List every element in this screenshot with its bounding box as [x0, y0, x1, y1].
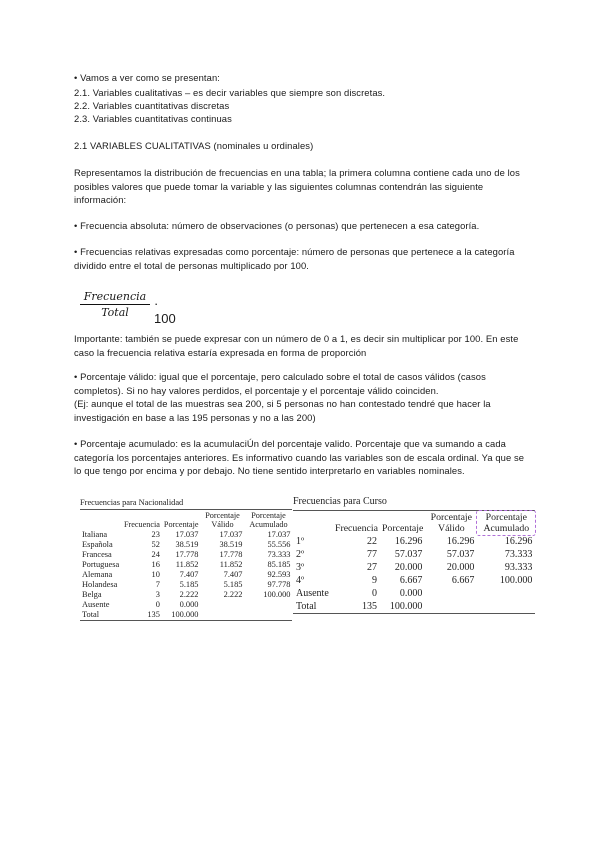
table-cell: 2.222 — [223, 590, 243, 599]
table-cell: 93.333 — [504, 562, 533, 573]
table-cell — [200, 600, 244, 610]
table-cell: 55.556 — [267, 540, 291, 549]
table-cell: 17.037 — [267, 530, 291, 539]
table-cell: 6.667 — [451, 575, 475, 586]
table-cell: 0.000 — [399, 588, 423, 599]
intro-item: 2.1. Variables cualitativas – es decir variables que siempre son discretas. — [74, 87, 386, 98]
column-header-highlighted: Porcentaje Acumulado — [477, 511, 535, 536]
formula-fraction — [80, 290, 150, 319]
paragraph-frecuencias-relativas: • Frecuencias relativas expresadas como porcentaje: número de personas que pertenece a la categoría dividido entre el total de personas multiplicado por 100. — [74, 246, 515, 271]
column-header: Porcentaje — [380, 511, 425, 536]
table-nacionalidad — [80, 498, 292, 621]
paragraph-importante: Importante: también se puede expresar con un número de 0 a 1, es decir sin multiplicar por 100. En este caso la frecuencia relativa estaría expresada en forma de proporción — [74, 333, 519, 358]
row-label: Belga — [82, 590, 102, 599]
table-row — [293, 587, 535, 600]
column-header — [80, 510, 122, 531]
table-cell: 17.778 — [175, 550, 199, 559]
row-label: Alemana — [82, 570, 113, 579]
table-row — [80, 590, 292, 600]
table-cell: 92.593 — [267, 570, 291, 579]
column-header: Porcentaje — [162, 510, 201, 531]
row-label: Ausente — [82, 600, 110, 609]
table-cell — [425, 587, 477, 600]
row-label: 4º — [296, 575, 305, 586]
table-cell: 57.037 — [394, 549, 423, 560]
table-cell: 11.852 — [175, 560, 199, 569]
table-cell: 5.185 — [179, 580, 199, 589]
table-cell: 17.037 — [219, 530, 243, 539]
table-cell: 16.296 — [446, 536, 475, 547]
intro-item: 2.2. Variables cuantitativas discretas — [74, 100, 230, 111]
table-cell: 23 — [151, 530, 160, 539]
column-header: Porcentaje Acumulado — [244, 510, 292, 531]
table-row — [293, 535, 535, 548]
table-cell: 27 — [366, 562, 377, 573]
table-cell: 0 — [371, 588, 377, 599]
table-title: Frecuencias para Curso — [293, 496, 387, 507]
row-label: 2º — [296, 549, 305, 560]
table-cell: 16.296 — [394, 536, 423, 547]
table-row — [80, 600, 292, 610]
table-cell: 135 — [122, 610, 162, 621]
table-cell: 20.000 — [446, 562, 475, 573]
table-cell: 16.296 — [504, 536, 533, 547]
table-cell — [477, 587, 535, 600]
table-row — [80, 540, 292, 550]
table-cell: 38.519 — [175, 540, 199, 549]
table-cell: 2.222 — [179, 590, 199, 599]
row-label: 1º — [296, 536, 305, 547]
table-cell: 100.000 — [499, 575, 533, 586]
formula-numerator: Frecuencia — [80, 290, 150, 305]
table-cell: 7.407 — [179, 570, 199, 579]
table-row — [293, 574, 535, 587]
column-header: Porcentaje Válido — [200, 510, 244, 531]
section-title: 2.1 VARIABLES CUALITATIVAS (nominales u ordinales) — [74, 140, 314, 151]
table-cell: 52 — [151, 540, 160, 549]
table-cell: 6.667 — [399, 575, 423, 586]
table-cell — [244, 610, 292, 621]
row-label: Francesa — [82, 550, 112, 559]
table-row — [80, 580, 292, 590]
table-cell: 22 — [366, 536, 377, 547]
row-label: Ausente — [296, 588, 329, 599]
table-cell: 17.778 — [219, 550, 243, 559]
table-cell — [200, 610, 244, 621]
intro-heading: • Vamos a ver como se presentan: — [74, 72, 220, 83]
row-label: Total — [293, 600, 333, 614]
formula-multiplier: · 100 — [154, 296, 176, 326]
table-row — [80, 570, 292, 580]
table-cell: 0 — [155, 600, 160, 609]
column-header — [293, 511, 333, 536]
table-cell: 73.333 — [504, 549, 533, 560]
table-cell: 9 — [371, 575, 377, 586]
column-header: Porcentaje Válido — [425, 511, 477, 536]
table-row — [80, 560, 292, 570]
row-label: Española — [82, 540, 113, 549]
table-cell: 5.185 — [223, 580, 243, 589]
table-cell: 97.778 — [267, 580, 291, 589]
table-cell: 0.000 — [179, 600, 199, 609]
table-cell: 73.333 — [267, 550, 291, 559]
row-label: Italiana — [82, 530, 108, 539]
paragraph-ejemplo: (Ej: aunque el total de las muestras sea 200, si 5 personas no han contestado tendré que hacer la investigación en base a las 195 personas y no a las 200) — [74, 398, 491, 423]
formula-denominator: Total — [101, 306, 129, 319]
table-cell: 24 — [151, 550, 160, 559]
table-cell: 7.407 — [223, 570, 243, 579]
paragraph-porcentaje-acumulado: • Porcentaje acumulado: es la acumulaciÚn del porcentaje valido. Porcentaje que va sumando a cada categoría los porcentajes anteriores. Es informativo cuando las variables son de escala ordinal. Ya que se lo que tengo por encima y por debajo. No tiene sentido interpretarlo en variables nominales. — [74, 438, 525, 476]
table-cell: 3 — [155, 590, 160, 599]
table-cell: 11.852 — [219, 560, 243, 569]
table-row — [80, 530, 292, 540]
paragraph-representamos: Representamos la distribución de frecuencias en una tabla; la primera columna contiene cada uno de los posibles valores que puede tomar la variable y las siguientes columnas contendrán las siguiente información: — [74, 167, 520, 205]
paragraph-porcentaje-valido: • Porcentaje válido: igual que el porcentaje, pero calculado sobre el total de casos válidos (casos completos). Si no hay valores perdidos, el porcentaje y el porcentaje válido coinciden. — [74, 371, 486, 396]
table-row — [293, 600, 535, 614]
table-cell: 16 — [151, 560, 160, 569]
row-label: Total — [80, 610, 122, 621]
table-curso — [293, 496, 535, 614]
table-row — [293, 561, 535, 574]
table-cell — [477, 600, 535, 614]
table-cell: 100.000 — [162, 610, 201, 621]
table-cell: 17.037 — [175, 530, 199, 539]
row-label: 3º — [296, 562, 305, 573]
table-cell: 100.000 — [380, 600, 425, 614]
row-label: Portuguesa — [82, 560, 120, 569]
table-cell — [244, 600, 292, 610]
table-cell: 77 — [366, 549, 377, 560]
table-cell: 10 — [151, 570, 160, 579]
table-cell: 7 — [155, 580, 160, 589]
table-cell — [425, 600, 477, 614]
table-cell: 100.000 — [263, 590, 291, 599]
table-cell: 20.000 — [394, 562, 423, 573]
table-cell: 38.519 — [219, 540, 243, 549]
table-cell: 135 — [333, 600, 380, 614]
table-row — [293, 548, 535, 561]
table-row — [80, 610, 292, 621]
paragraph-frecuencia-absoluta: • Frecuencia absoluta: número de observaciones (o personas) que pertenecen a esa categoría. — [74, 220, 480, 231]
table-cell: 57.037 — [446, 549, 475, 560]
table-row — [80, 550, 292, 560]
row-label: Holandesa — [82, 580, 118, 589]
table-cell: 85.185 — [267, 560, 291, 569]
column-header: Frecuencia — [122, 510, 162, 531]
column-header: Frecuencia — [333, 511, 380, 536]
intro-item: 2.3. Variables cuantitativas continuas — [74, 113, 232, 124]
table-title: Frecuencias para Nacionalidad — [80, 498, 184, 507]
